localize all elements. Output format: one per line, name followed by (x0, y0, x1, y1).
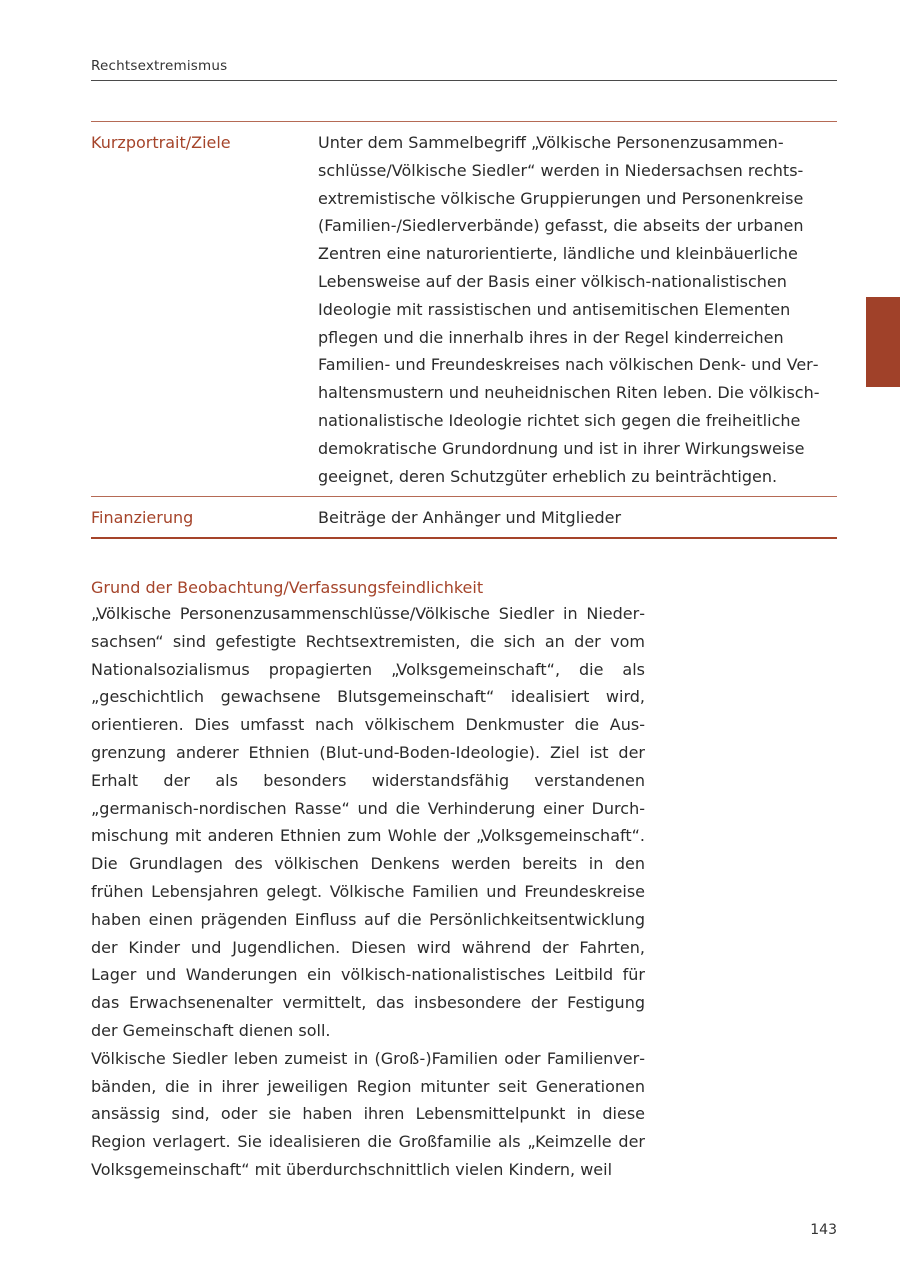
table-row-kurzportrait (91, 122, 837, 497)
page-number: 143 (810, 1222, 837, 1238)
body-paragraph: „Völkische Personenzusammenschlüsse/Völkische Siedler in Niedersachsen“ sind gefestigte Rechtsextremisten, die sich an der vom Nationalsozialismus propagierten „Volksgemeinschaft“, die als „geschichtlich gewachsene Blutsgemeinschaft“ idealisiert wird, orientieren. Dies umfasst nach völkischem Denkmuster die Ausgrenzung anderer Ethnien (Blut-und-Boden-Ideologie). Ziel ist der Erhalt der als besonders widerstandsfähig verstandenen „germanisch-nordischen Rasse“ und die Verhinderung einer Durchmischung mit anderen Ethnien zum Wohle der „Volksgemeinschaft“. Die Grundlagen des völkischen Denkens werden bereits in den frühen Lebensjahren gelegt. Völkische Familien und Freundeskreise haben einen prägenden Einfluss auf die Persönlichkeitsentwicklung der Kinder und Jugendlichen. Diesen wird während der Fahrten, Lager und Wanderungen ein völkisch-nationalistisches Leitbild für das Erwachsenenalter vermittelt, das insbesondere der Festigung der Gemeinschaft dienen soll. (91, 604, 645, 1040)
running-header: Rechtsextremismus (91, 58, 228, 74)
row-label: Kurzportrait/Ziele (91, 133, 231, 152)
info-table (91, 121, 837, 539)
header-rule (91, 80, 837, 81)
section-heading: Grund der Beobachtung/Verfassungsfeindlichkeit (91, 578, 484, 597)
row-value: Unter dem Sammelbegriff „Völkische Personenzusammenschlüsse/Völkische Siedler“ werden in Niedersachsen rechtsextremistische völkische Gruppierungen und Personenkreise (Familien-/Siedlerverbände) gefasst, die abseits der urbanen Zentren eine naturorientierte, ländliche und kleinbäuerliche Lebensweise auf der Basis einer völkisch-nationalistischen Ideologie mit rassistischen und antisemitischen Elementen pflegen und die innerhalb ihres in der Regel kinderreichen Familien- und Freundeskreises nach völkischen Denk- und Verhaltensmustern und neuheidnischen Riten leben. Die völkisch-nationalistische Ideologie richtet sich gegen die freiheitliche demokratische Grundordnung und ist in ihrer Wirkungsweise geeignet, deren Schutzgüter erheblich zu beinträchtigen. (318, 133, 820, 486)
table-row-finanzierung (91, 497, 837, 539)
body-paragraph: Völkische Siedler leben zumeist in (Groß-)Familien oder Familienverbänden, die in ihrer jeweiligen Region mitunter seit Generationen ansässig sind, oder sie haben ihren Lebensmittelpunkt in diese Region verlagert. Sie idealisieren die Großfamilie als „Keimzelle der Volksgemeinschaft“ mit überdurchschnittlich vielen Kindern, weil (91, 1048, 645, 1179)
section-grund-der-beobachtung (91, 576, 645, 1184)
chapter-side-tab (866, 297, 900, 387)
row-label: Finanzierung (91, 508, 194, 528)
row-value: Beiträge der Anhänger und Mitglieder (318, 508, 622, 528)
